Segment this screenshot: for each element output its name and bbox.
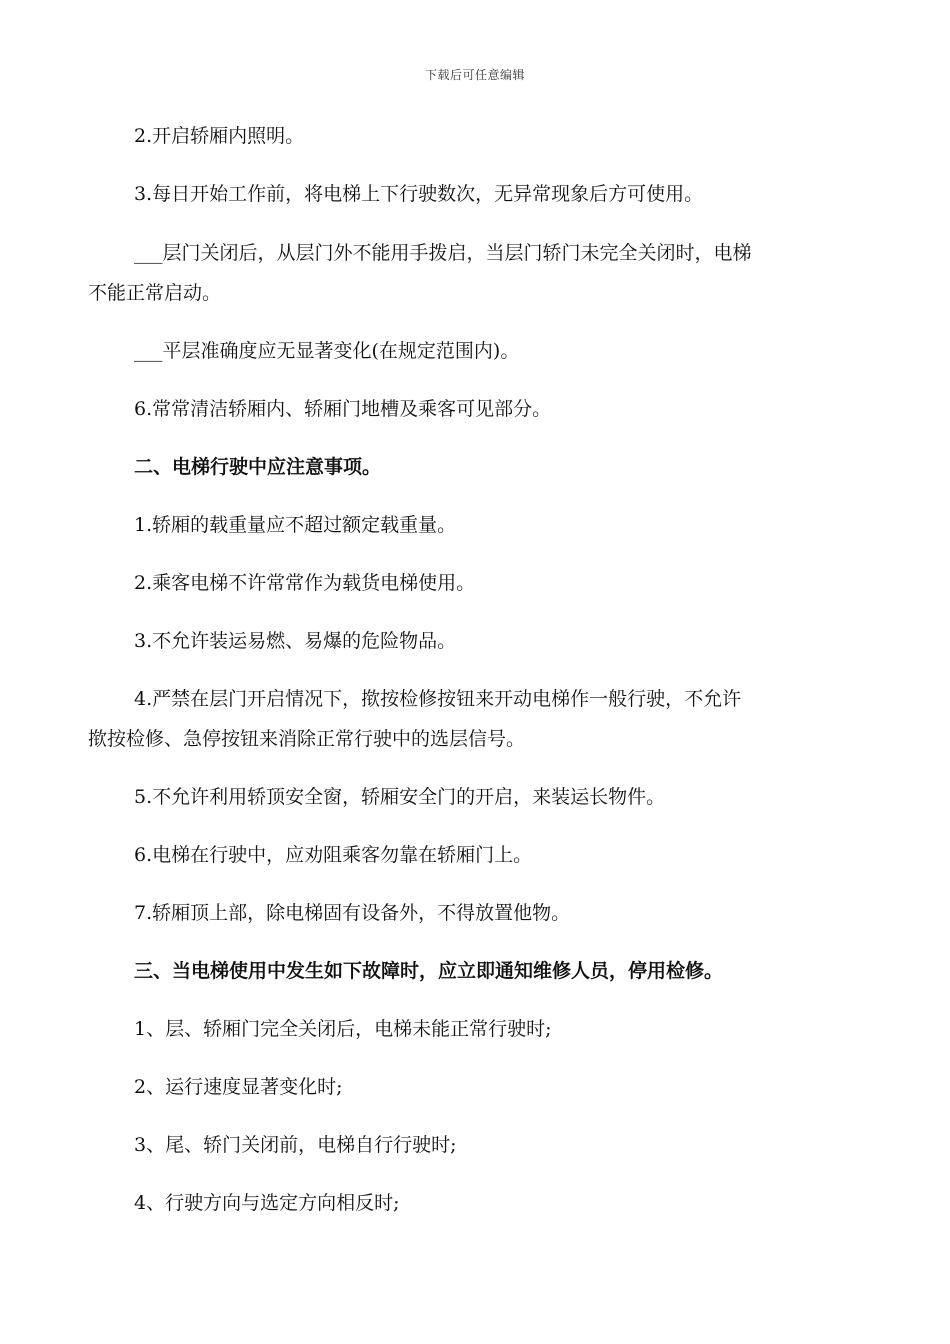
paragraph-line: 4.严禁在层门开启情况下，揿按检修按钮来开动电梯作一般行驶，不允许 [134, 688, 742, 710]
paragraph-line: ___平层准确度应无显著变化(在规定范围内)。 [134, 340, 520, 362]
section-heading: 二、电梯行驶中应注意事项。 [134, 456, 382, 478]
paragraph-line: 揿按检修、急停按钮来消除正常行驶中的选层信号。 [88, 728, 526, 750]
paragraph-line: 5.不允许利用轿顶安全窗，轿厢安全门的开启，来装运长物件。 [134, 786, 666, 808]
paragraph-line: 3、尾、轿门关闭前，电梯自行行驶时; [134, 1134, 457, 1156]
paragraph-line: 6.常常清洁轿厢内、轿厢门地槽及乘客可见部分。 [134, 398, 552, 420]
paragraph-line: 3.每日开始工作前，将电梯上下行驶数次，无异常现象后方可使用。 [134, 183, 704, 205]
paragraph-line: 6.电梯在行驶中，应劝阻乘客勿靠在轿厢门上。 [134, 844, 533, 866]
page-header: 下载后可任意编辑 [424, 68, 525, 82]
paragraph-line: 不能正常启动。 [88, 282, 222, 304]
paragraph-line: 1、层、轿厢门完全关闭后，电梯未能正常行驶时; [134, 1018, 552, 1040]
section-heading: 三、当电梯使用中发生如下故障时，应立即通知维修人员，停用检修。 [134, 960, 724, 982]
paragraph-line: 2、运行速度显著变化时; [134, 1076, 343, 1098]
paragraph-line: 2.开启轿厢内照明。 [134, 125, 305, 147]
paragraph-line: 1.轿厢的载重量应不超过额定载重量。 [134, 514, 457, 536]
paragraph-line: 4、行驶方向与选定方向相反时; [134, 1192, 400, 1214]
paragraph-line: ___层门关闭后，从层门外不能用手拨启，当层门轿门未完全关闭时，电梯 [134, 242, 752, 264]
paragraph-line: 2.乘客电梯不许常常作为载货电梯使用。 [134, 572, 476, 594]
paragraph-line: 7.轿厢顶上部，除电梯固有设备外，不得放置他物。 [134, 902, 571, 924]
paragraph-line: 3.不允许装运易燃、易爆的危险物品。 [134, 630, 457, 652]
